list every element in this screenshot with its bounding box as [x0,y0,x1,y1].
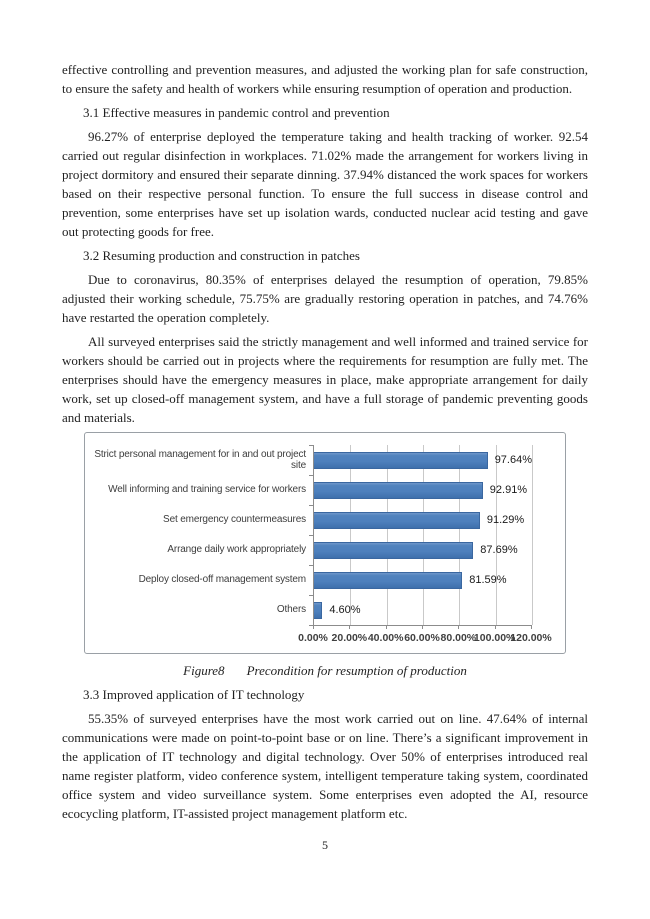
figure8-caption [62,661,588,680]
chart-x-tick-label: 120.00% [510,632,552,644]
page-content [62,60,588,828]
chart-x-tick [386,626,387,629]
intro-paragraph: effective controlling and prevention measures, and adjusted the working plan for safe construction, to ensure the safety and health of workers while ensuring resumption of operation and production. [62,62,588,96]
page-number: 5 [322,838,328,852]
chart-bar-row [314,445,532,475]
chart-category-label: Deploy closed-off management system [138,574,306,586]
figure8-caption-label: Figure8 [183,663,225,678]
chart-bar-value-label: 97.64% [494,454,532,466]
chart-category-label: Arrange daily work appropriately [167,544,306,556]
chart-plot [313,445,532,626]
chart-plot-column [298,445,552,652]
chart-category-label: Set emergency countermeasures [163,514,306,526]
section-3-1-paragraph: 96.27% of enterprise deployed the temperature taking and health tracking of worker. 92.54 carried out regular disinfection in workplaces. 71.02% made the arrangement for workers living in project dormitory and ensured their separate dinning. 37.94% distanced the work spaces for workers based on their respective personal function. To ensure the full success in disease control and prevention, some enterprises have set up isolation wards, conducted nuclear acid testing and gave out protecting goods for free. [62,129,588,239]
chart-x-tick [495,626,496,629]
chart-x-tick-label: 40.00% [367,632,404,644]
chart-x-tick [531,626,532,629]
chart-category-label: Strict personal management for in and out project site [94,448,306,471]
chart-x-tick-label: 0.00% [298,632,328,644]
chart-bar-row [314,535,532,565]
chart-category-label: Others [276,604,306,616]
section-3-2-paragraph-2: All surveyed enterprises said the strictly management and well informed and trained service for workers should be carried out in projects where the requirements for resumption are fully met. The enterprises should have the emergency measures in place, make appropriate arrangement for daily work, set up closed-off management system, and have a full storage of pandemic preventing goods and materials. [62,334,588,425]
chart-bar-row [314,595,532,625]
chart-inner [85,445,565,652]
chart-category-labels [85,445,313,652]
chart-x-tick [422,626,423,629]
chart-x-tick [313,626,314,629]
chart-bar [314,542,473,559]
chart-x-tick-label: 20.00% [331,632,368,644]
chart-x-tick [349,626,350,629]
chart-bar [314,572,462,589]
figure8-caption-title: Precondition for resumption of production [246,663,467,678]
chart-bar [314,482,483,499]
chart-bar-value-label: 92.91% [489,484,528,496]
chart-bar-value-label: 81.59% [469,574,507,586]
section-3-2-heading: 3.2 Resuming production and construction in patches [83,248,360,263]
chart-x-tick-label: 100.00% [473,632,516,644]
section-3-1-heading: 3.1 Effective measures in pandemic control and prevention [83,105,390,120]
chart-category-label: Well informing and training service for workers [108,484,306,496]
chart-bar [314,602,322,619]
chart-x-tick-label: 80.00% [440,632,477,644]
chart-bar [314,452,488,469]
section-3-3-paragraph: 55.35% of surveyed enterprises have the most work carried out on line. 47.64% of internal communications were made on point-to-point base or on line. There’s a significant improvement in the application of IT technology and digital technology. Over 50% of enterprises introduced real name register platform, video conference system, intelligent temperature taking system, coordinated office system and video surveillance system. Some enterprises even adopted the AI, resource ecocycling platform, IT-assisted project management platform etc. [62,711,588,821]
chart-gridline [532,445,533,625]
chart-bar-row [314,565,532,595]
chart-bar-row [314,475,532,505]
chart-x-axis [298,626,552,652]
section-3-2-paragraph-1: Due to coronavirus, 80.35% of enterprises delayed the resumption of operation, 79.85% adjusted their working schedule, 75.75% are gradually restoring operation in patches, and 74.76% have restarted the operation completely. [62,272,588,325]
chart-bar-value-label: 87.69% [480,544,518,556]
chart-bar-value-label: 4.60% [329,604,361,616]
figure8-bar-chart [84,432,566,654]
chart-x-tick-label: 60.00% [404,632,440,644]
chart-bar [314,512,480,529]
section-3-3-heading: 3.3 Improved application of IT technology [83,687,305,702]
chart-bar-value-label: 91.29% [486,514,525,526]
chart-x-tick [458,626,459,629]
chart-bar-row [314,505,532,535]
